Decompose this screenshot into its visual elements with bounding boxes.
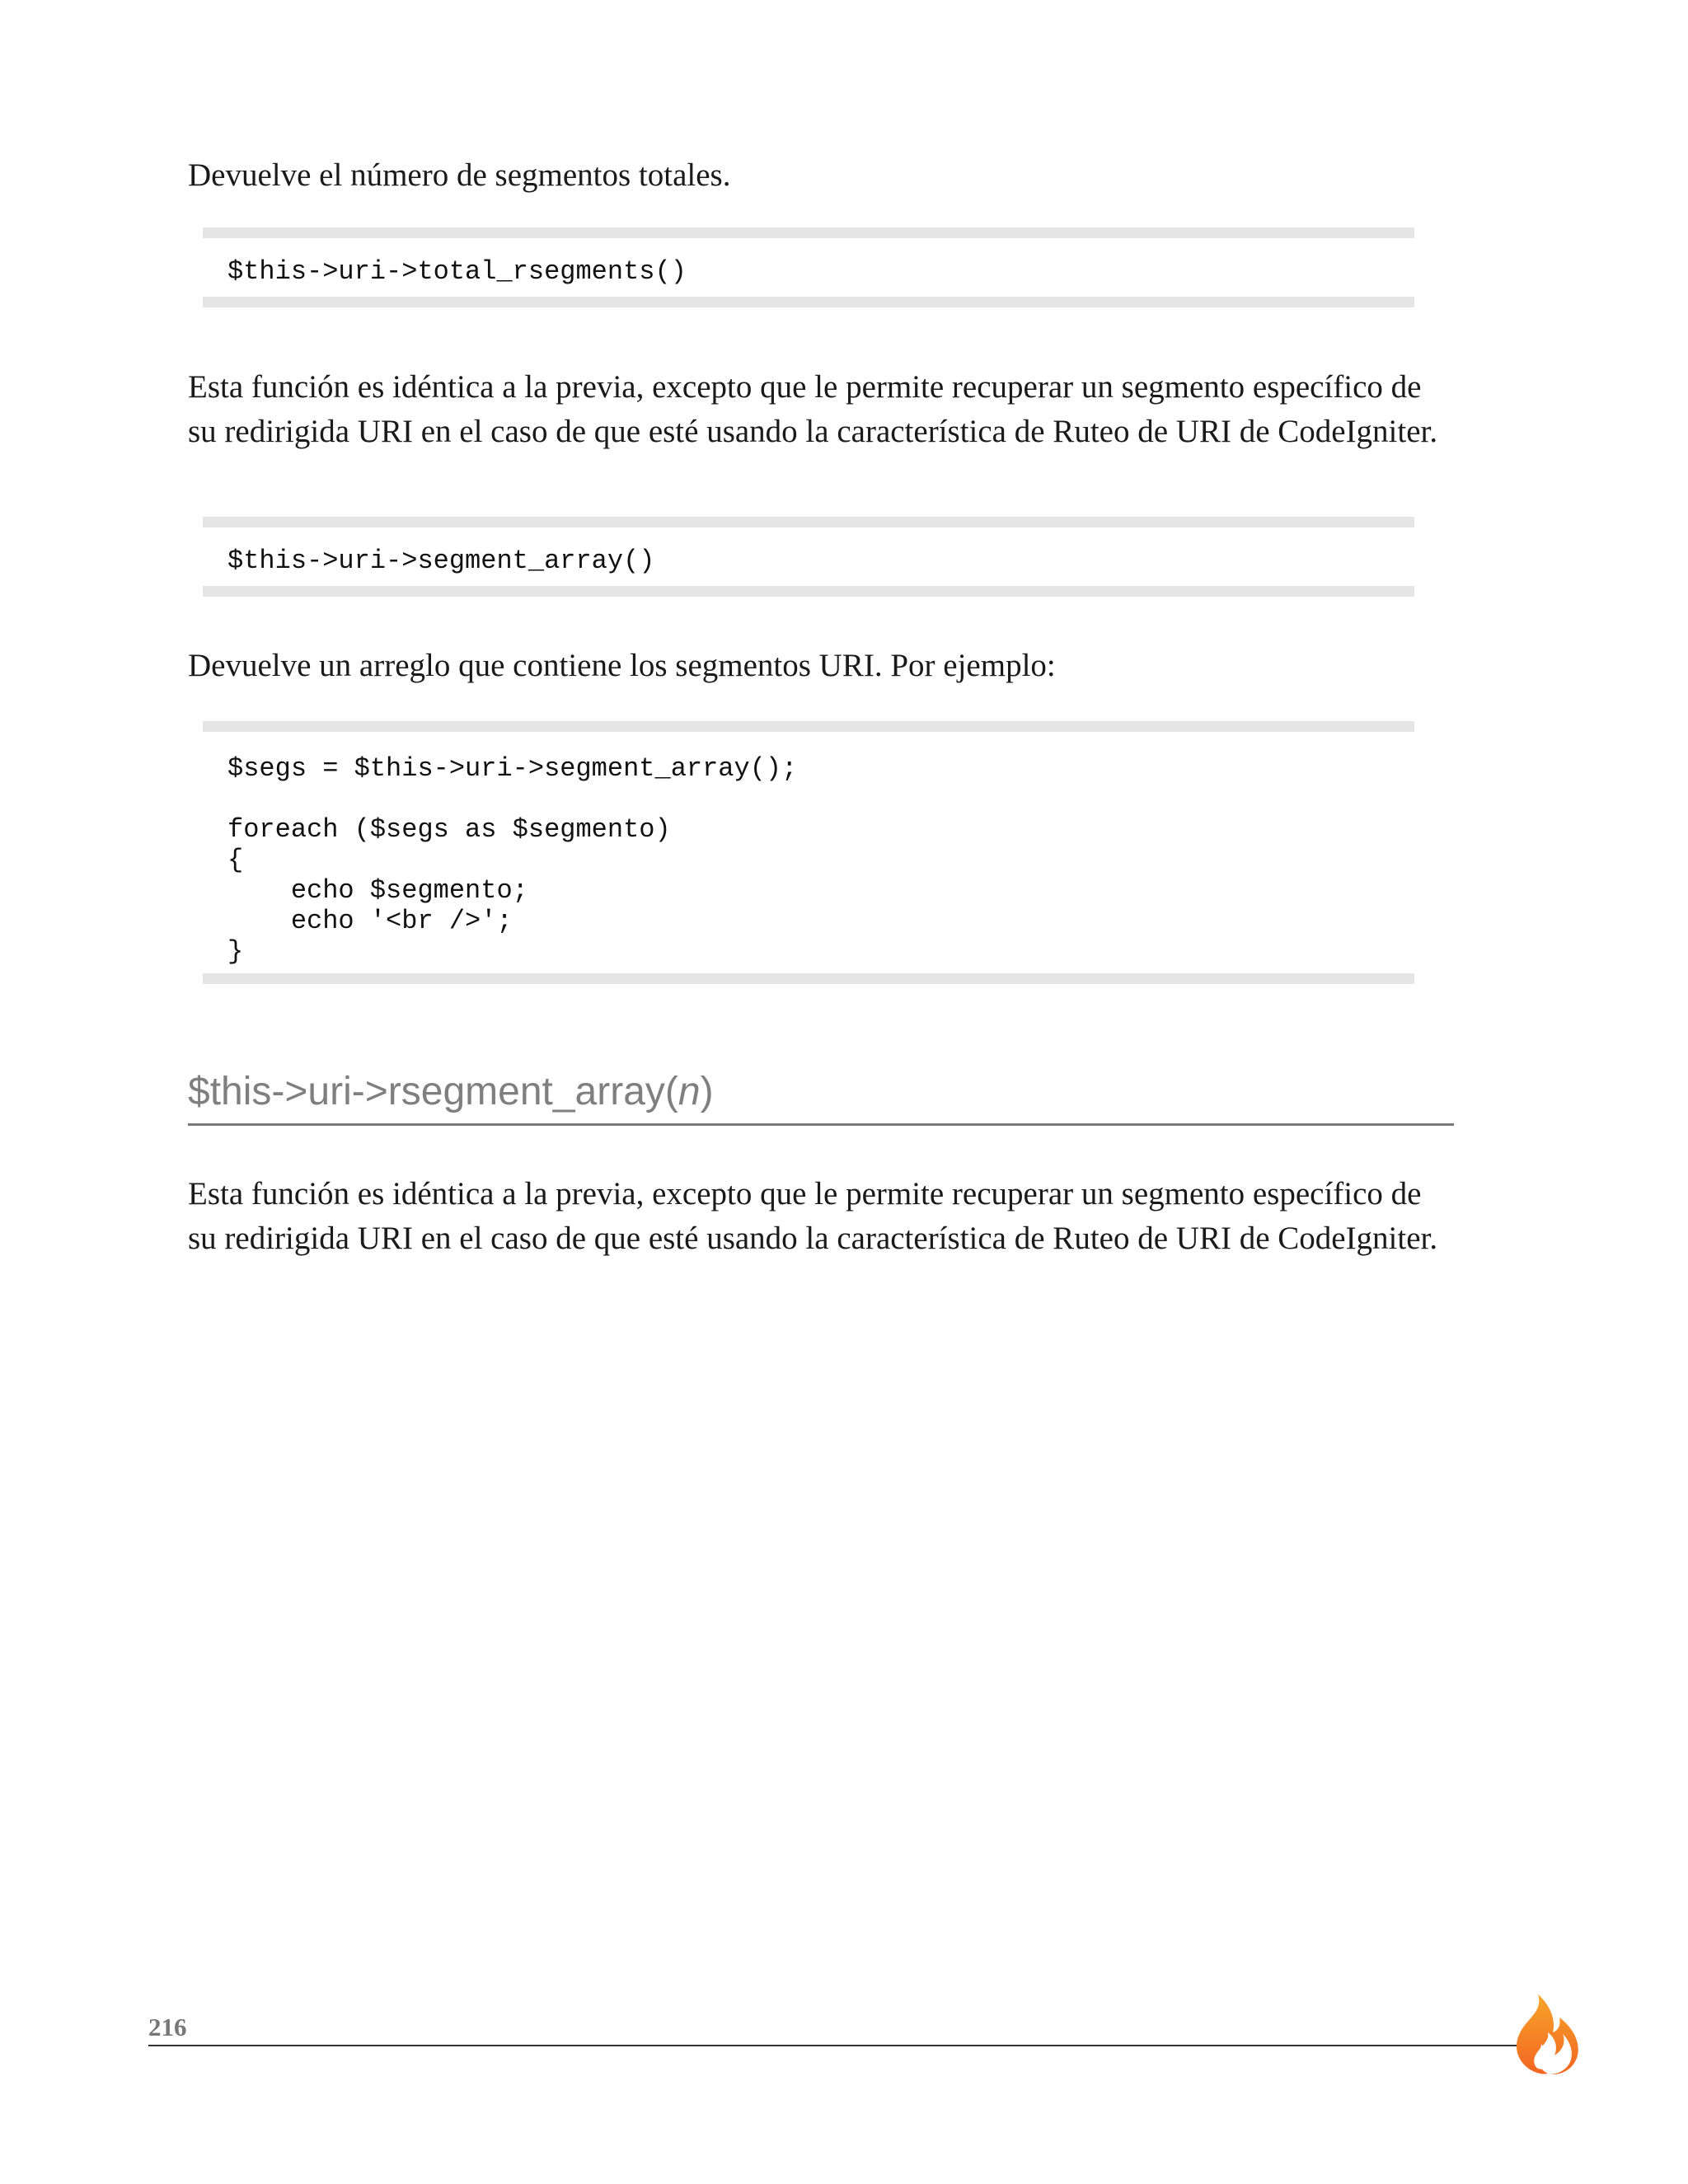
heading-param: n [678,1070,701,1113]
paragraph-segment-array-example: Devuelve un arreglo que contiene los segmentos URI. Por ejemplo: [188,648,1056,683]
paragraph-rsegment-description: Esta función es idéntica a la previa, excepto que le permite recuperar un segmento específico de su redirigida URI en el caso de que esté usando la característica de Ruteo de URI de CodeIgniter. [188,369,1438,449]
paragraph-rsegment-array-description: Esta función es idéntica a la previa, excepto que le permite recuperar un segmento específico de su redirigida URI en el caso de que esté usando la característica de Ruteo de URI de CodeIgniter. [188,1176,1438,1256]
codeigniter-flame-icon [1505,1993,1579,2077]
code-text: $segs = $this->uri->segment_array(); foreach ($segs as $segmento) { echo $segmento; echo '<br />'; } [227,753,798,967]
page-number: 216 [148,2013,187,2041]
code-block-total-rsegments [203,227,1414,307]
code-block-segment-array [203,517,1414,597]
code-block-foreach-example [203,721,1414,984]
heading-prefix: $this->uri->rsegment_array( [188,1070,678,1113]
paragraph-total-segments: Devuelve el número de segmentos totales. [188,157,731,193]
section-heading [188,1068,1454,1126]
footer-rule [148,2045,1529,2046]
code-text: $this->uri->total_rsegments() [227,256,687,287]
code-text: $this->uri->segment_array() [227,546,655,576]
heading-suffix: ) [700,1070,714,1113]
